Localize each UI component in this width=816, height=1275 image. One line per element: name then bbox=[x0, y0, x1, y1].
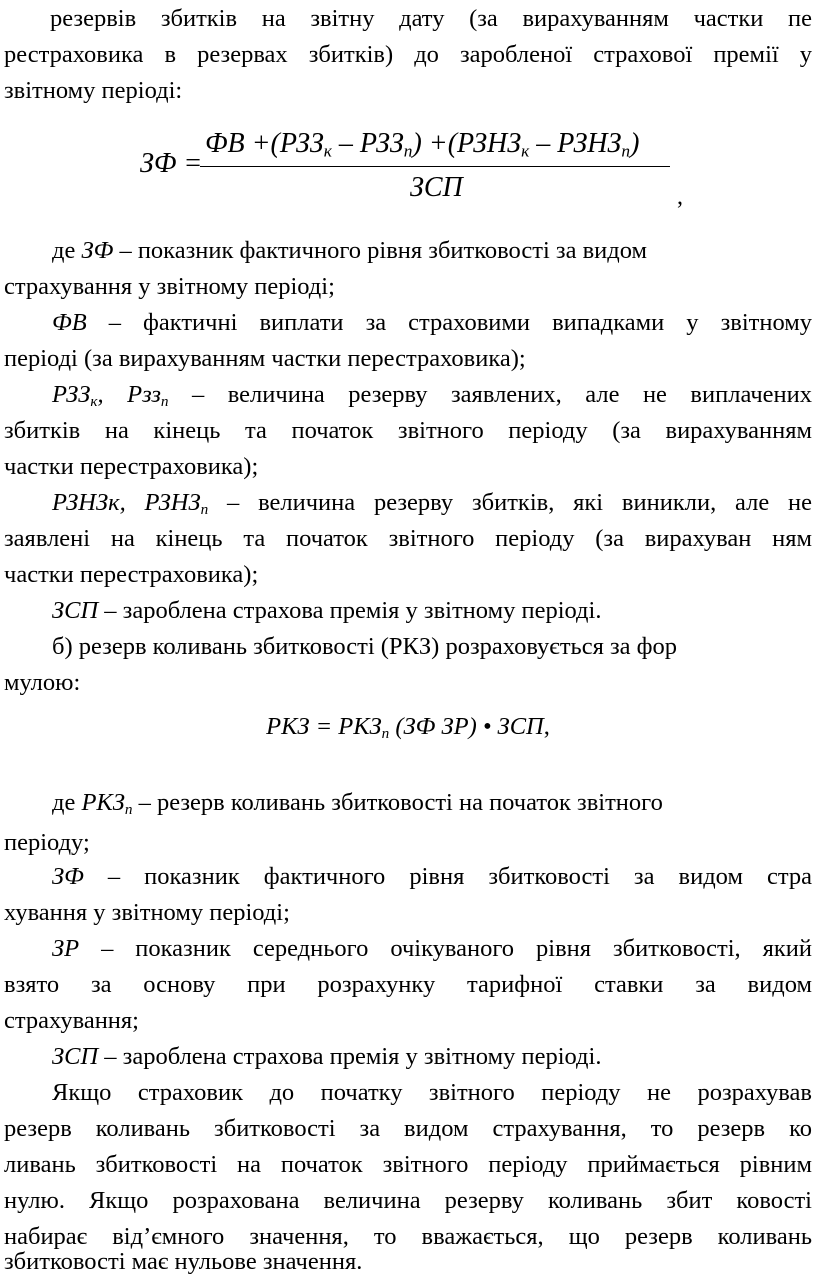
formula-comma: , bbox=[677, 184, 683, 210]
def-rzz-cont-2: частки перестраховика); bbox=[4, 453, 259, 480]
def-rkz: де $РКЗ_п$ – резерв коливань збитковості на початок звітного bbox=[52, 789, 663, 818]
def-rkz-cont: періоду; bbox=[4, 829, 90, 856]
closing-line-6: збитковості має нульове значення. bbox=[4, 1248, 363, 1275]
def-zr-cont-2: страхування; bbox=[4, 1007, 139, 1034]
closing-line-4: нулю. Якщо розрахована величина резерву коливань збит ковості bbox=[4, 1187, 812, 1214]
intro-line-3: звітному періоді: bbox=[4, 77, 183, 104]
formula-numerator: ФВ $+(РЗЗ_к - РЗЗ_п)$ $+(РЗНЗ_к$ – $РЗНЗ_п$) bbox=[205, 128, 640, 161]
formula-denominator: ЗСП bbox=[410, 172, 463, 203]
intro-line-2: рестраховика в резервах збитків) до заробленої страхової премії у bbox=[4, 41, 812, 68]
def-zsp: ЗСП – зароблена страхова премія у звітному періоді. bbox=[52, 597, 602, 624]
def-zr-cont-1: взято за основу при розрахунку тарифної ставки за видом bbox=[4, 971, 812, 998]
def-rznz-cont-2: частки перестраховика); bbox=[4, 561, 259, 588]
def-zf-2-cont: хування у звітному періоді; bbox=[4, 899, 290, 926]
closing-line-2: резерв коливань збитковості за видом страхування, то резерв ко bbox=[4, 1115, 812, 1142]
def-fv: ФВ – фактичні виплати за страховими випадками у звітному bbox=[52, 309, 812, 336]
def-zsp-2: ЗСП – зароблена страхова премія у звітному періоді. bbox=[52, 1043, 602, 1070]
formula-lhs: ЗФ = bbox=[140, 148, 203, 179]
def-fv-cont: періоді (за вирахуванням частки перестраховика); bbox=[4, 345, 526, 372]
def-zf-cont: страхування у звітному періоді; bbox=[4, 273, 335, 300]
closing-line-1: Якщо страховик до початку звітного періоду не розрахував bbox=[52, 1079, 812, 1106]
closing-line-5: набирає від’ємного значення, то вважається, що резерв коливань bbox=[4, 1223, 812, 1250]
intro-line-1: резервів збитків на звітну дату (за вирахуванням частки пе bbox=[50, 5, 812, 32]
para-b-line-2: мулою: bbox=[4, 669, 81, 696]
fluctuation-reserve-formula: РКЗ = $РКЗ_п$ (ЗФ ЗР) • ЗСП, bbox=[266, 713, 550, 742]
def-rznz-cont-1: заявлені на кінець та початок звітного періоду (за вирахуван ням bbox=[4, 525, 812, 552]
fraction-bar bbox=[200, 166, 670, 167]
def-rzz-cont-1: збитків на кінець та початок звітного періоду (за вирахуванням bbox=[4, 417, 812, 444]
closing-line-3: ливань збитковості на початок звітного періоду приймається рівним bbox=[4, 1151, 812, 1178]
para-b-line-1: б) резерв коливань збитковості (РКЗ) розраховується за фор bbox=[52, 633, 678, 660]
def-zf: де ЗФ – показник фактичного рівня збитковості за видом bbox=[52, 237, 648, 264]
def-rzz: $РЗЗ_к$, Рзз$_п$ – величина резерву заявлених, але не виплачених bbox=[52, 381, 813, 410]
def-zr: ЗР – показник середнього очікуваного рівня збитковості, який bbox=[52, 935, 812, 962]
def-rznz: РЗНЗк, $РЗНЗ_п$ – величина резерву збитків, які виникли, але не bbox=[52, 489, 812, 518]
loss-ratio-formula bbox=[0, 128, 816, 208]
def-zf-2: ЗФ – показник фактичного рівня збитковості за видом стра bbox=[52, 863, 812, 890]
